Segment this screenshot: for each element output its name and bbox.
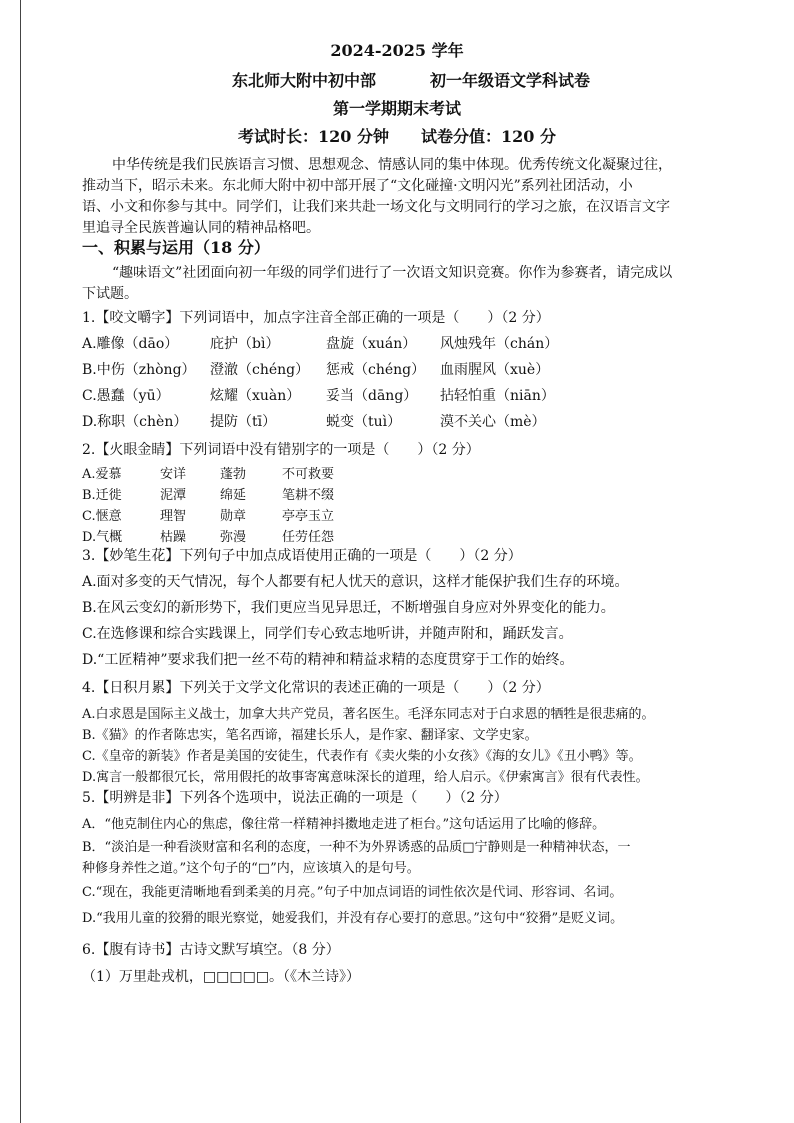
intro-line: 中华传统是我们民族语言习惯、思想观念、情感认同的集中体现。优秀传统文化凝聚过往，: [112, 157, 672, 173]
q5-line: 种修身养性之道。”这个句子的“□”内，应该填入的是句号。: [82, 861, 420, 876]
q1-word: 漠不关心（mè）: [440, 414, 546, 430]
intro-line: 语、小文和你参与其中。同学们，让我们来共赴一场文化与文明同行的学习之旅，在汉语言文字: [82, 199, 670, 215]
q1-option: C.愚蠢（yū）: [82, 388, 170, 404]
q2-option: A.爱慕: [82, 467, 122, 482]
question-stem-1: 1.【咬文嚼字】下列词语中，加点字注音全部正确的一项是（ ）（2 分）: [82, 310, 550, 326]
school-name: 东北师大附中初中部: [232, 71, 377, 90]
q1-word: 拈轻怕重（niān）: [440, 388, 555, 404]
q1-option: A.雕像（dāo）: [82, 336, 179, 352]
q5-line: A．“他克制住内心的焦虑，像往常一样精神抖擞地走进了柜台。”这句话运用了比喻的修辞。: [82, 817, 606, 832]
intro-line: 里追寻全民族普遍认同的精神品格吧。: [82, 220, 320, 236]
section-heading: 一、积累与运用（18 分）: [82, 238, 270, 257]
q2-word: 安详: [160, 467, 187, 482]
q2-word: 弥漫: [220, 530, 247, 545]
question-stem-5: 5.【明辨是非】下列各个选项中，说法正确的一项是（ ）（2 分）: [82, 790, 508, 806]
q2-word: 枯躁: [160, 530, 187, 545]
q1-option: D.称职（chèn）: [82, 414, 188, 430]
q3-option: A.面对多变的天气情况，每个人都要有杞人忧天的意识，这样才能保护我们生存的环境。: [82, 574, 629, 590]
q1-word: 庇护（bì）: [210, 336, 280, 352]
q1-word: 风烛残年（chán）: [440, 336, 559, 352]
exam-name: 第一学期期末考试: [332, 99, 461, 118]
q5-line: D.“我用儿童的狡猾的眼光察觉，她爱我们，并没有存心要打的意思。”这句中“狡猾”是贬义词。: [82, 911, 624, 926]
q2-option: B.迁徙: [82, 488, 122, 503]
q2-word: 笔耕不缀: [282, 488, 335, 503]
q2-word: 蓬勃: [220, 467, 247, 482]
q3-option: C.在选修课和综合实践课上，同学们专心致志地听讲，并随声附和，踊跃发言。: [82, 626, 573, 642]
q3-option: D.“工匠精神”要求我们把一丝不苟的精神和精益求精的态度贯穿于工作的始终。: [82, 652, 574, 668]
q2-word: 不可救要: [282, 467, 335, 482]
q1-word: 盘旋（xuán）: [326, 336, 417, 352]
q1-word: 蜕变（tuì）: [326, 414, 402, 430]
exam-subject: 初一年级语文学科试卷: [430, 71, 591, 90]
q1-word: 妥当（dāng）: [326, 388, 418, 404]
q1-option: B.中伤（zhòng）: [82, 362, 196, 378]
exam-meta: 考试时长：120 分钟 试卷分值：120 分: [238, 127, 556, 146]
q2-option: C.惬意: [82, 509, 122, 524]
school-year: 2024-2025 学年: [330, 41, 464, 60]
section-intro: “趣味语文”社团面向初一年级的同学们进行了一次语文知识竞赛。你作为参赛者，请完成以: [112, 265, 673, 281]
q2-word: 泥潭: [160, 488, 187, 503]
q1-word: 炫耀（xuàn）: [210, 388, 301, 404]
q5-line: C.“现在，我能更清晰地看到柔美的月亮。”句子中加点词语的词性依次是代词、形容词、名词。: [82, 885, 623, 900]
question-stem-6: 6.【腹有诗书】古诗文默写填空。（8 分）: [82, 942, 340, 958]
question-stem-2: 2.【火眼金睛】下列词语中没有错别字的一项是（ ）（2 分）: [82, 442, 480, 458]
q6-item: （1）万里赴戎机，□□□□□。（《木兰诗》）: [82, 969, 361, 985]
q4-option: D.寓言一般都很冗长，常用假托的故事寄寓意味深长的道理，给人启示。《伊索寓言》很有代表性。: [82, 770, 649, 785]
q2-word: 绵延: [220, 488, 247, 503]
q5-line: B．“淡泊是一种看淡财富和名利的态度，一种不为外界诱惑的品质□宁静则是一种精神状态，一: [82, 840, 631, 855]
q1-word: 惩戒（chéng）: [326, 362, 426, 378]
q2-word: 勋章: [220, 509, 247, 524]
question-stem-4: 4.【日积月累】下列关于文学文化常识的表述正确的一项是（ ）（2 分）: [82, 680, 550, 696]
binding-line: [20, 0, 21, 1123]
q1-word: 澄澈（chéng）: [210, 362, 310, 378]
question-stem-3: 3.【妙笔生花】下列句子中加点成语使用正确的一项是（ ）（2 分）: [82, 548, 522, 564]
q3-option: B.在风云变幻的新形势下，我们更应当见异思迁，不断增强自身应对外界变化的能力。: [82, 600, 615, 616]
q4-option: B.《猫》的作者陈忠实，笔名西谛，福建长乐人，是作家、翻译家、文学史家。: [82, 728, 538, 743]
q1-word: 血雨腥风（xuè）: [440, 362, 550, 378]
section-intro: 下试题。: [82, 286, 138, 302]
q2-option: D.气概: [82, 530, 123, 545]
q1-word: 提防（tī）: [210, 414, 277, 430]
q4-option: C.《皇帝的新装》作者是美国的安徒生，代表作有《卖火柴的小女孩》《海的女儿》《丑小鸭》等。: [82, 749, 642, 764]
q2-word: 理智: [160, 509, 187, 524]
q4-option: A.白求恩是国际主义战士，加拿大共产党员，著名医生。毛泽东同志对于白求恩的牺牲是很悲痛的。: [82, 707, 655, 722]
q2-word: 亭亭玉立: [282, 509, 335, 524]
intro-line: 推动当下，昭示未来。东北师大附中初中部开展了“文化碰撞·文明闪光”系列社团活动，小: [82, 178, 633, 194]
q2-word: 任劳任怨: [282, 530, 335, 545]
